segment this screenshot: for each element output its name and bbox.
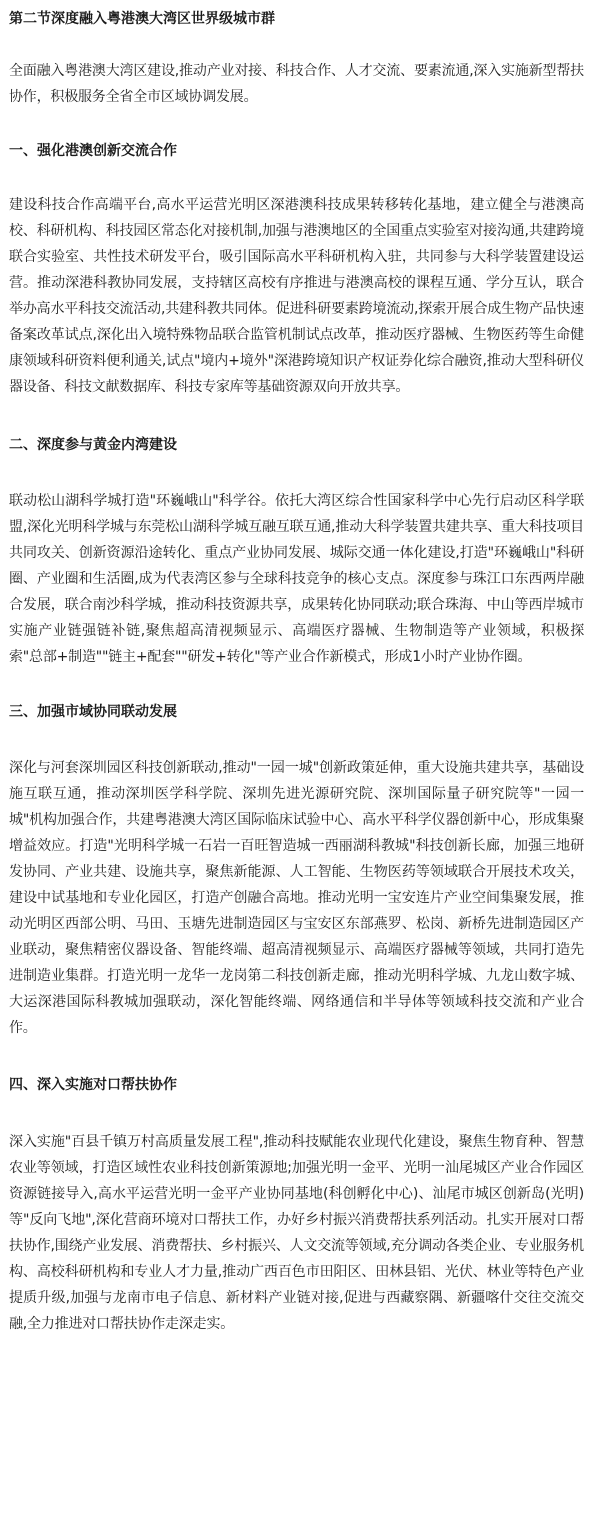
subsection-body-2: 联动松山湖科学城打造"环巍峨山"科学谷。依托大湾区综合性国家科学中心先行启动区科学联盟,深化光明科学城与东莞松山湖科学城互融互联互通,推动大科学装置共建共享、重大科技项目共同攻关、创新资源沿途转化、重点产业协同发展、城际交通一体化建设,打造"环巍峨山"科研圈、产业圈和生活圈,成为代表湾区参与全球科技竞争的核心支点。深度参与珠江口东西两岸融合发展，联合南沙科学城，推动科技资源共享，成果转化协同联动;联合珠海、中山等西岸城市实施产业链强链补链,聚焦超高清视频显示、高端医疗器械、生物制造等产业领域，积极探索"总部+制造""链主+配套""研发+转化"等产业合作新模式，形成1小时产业协作圈。 [9, 493, 584, 665]
intro-paragraph: 全面融入粤港澳大湾区建设,推动产业对接、科技合作、人才交流、要素流通,深入实施新型帮扶协作，积极服务全省全市区域协调发展。 [9, 63, 584, 105]
subsection-body-4: 深入实施"百县千镇万村高质量发展工程",推动科技赋能农业现代化建设，聚焦生物育种、智慧农业等领域，打造区域性农业科技创新策源地;加强光明一金平、光明一汕尾城区产业合作园区资源链接导入,高水平运营光明一金平产业协同基地(科创孵化中心)、汕尾市城区创新岛(光明)等"反向飞地",深化营商环境对口帮扶工作，办好乡村振兴消费帮扶系列活动。扎实开展对口帮扶协作,围绕产业发展、消费帮扶、乡村振兴、人文交流等领域,充分调动各类企业、专业服务机构、高校科研机构和专业人才力量,推动广西百色市田阳区、田林县铝、光伏、林业等特色产业提质升级,加强与龙南市电子信息、新材料产业链对接,促进与西藏察隅、新疆喀什交往交流交融,全力推进对口帮扶协作走深走实。 [9, 1134, 584, 1332]
subsection-heading-2: 二、深度参与黄金内湾建设 [9, 437, 177, 453]
subsection-body-3: 深化与河套深圳园区科技创新联动,推动"一园一城"创新政策延伸，重大设施共建共享，基础设施互联互通，推动深圳医学科学院、深圳先进光源研究院、深圳国际量子研究院等"一园一城"机构加强合作，共建粤港澳大湾区国际临床试验中心、高水平科学仪器创新中心，形成集聚增益效应。打造"光明科学城一石岩一百旺智造城一西丽湖科教城"科技创新长廊，加强三地研发协同、产业共建、设施共享，聚焦新能源、人工智能、生物医药等领域联合开展技术攻关，建设中试基地和专业化园区，打造产创融合高地。推动光明一宝安连片产业空间集聚发展，推动光明区西部公明、马田、玉塘先进制造园区与宝安区东部燕罗、松岗、新桥先进制造园区产业联动，聚焦精密仪器设备、智能终端、超高清视频显示、高端医疗器械等领域，共同打造先进制造业集群。打造光明一龙华一龙岗第二科技创新走廊，推动光明科学城、九龙山数字城、大运深港国际科教城加强联动，深化智能终端、网络通信和半导体等领域科技交流和产业合作。 [9, 760, 584, 1036]
subsection-heading-4: 四、深入实施对口帮扶协作 [9, 1077, 177, 1093]
subsection-heading-1: 一、强化港澳创新交流合作 [9, 143, 177, 159]
section-title: 第二节深度融入粤港澳大湾区世界级城市群 [9, 11, 275, 27]
subsection-body-1: 建设科技合作高端平台,高水平运营光明区深港澳科技成果转移转化基地，建立健全与港澳高校、科研机构、科技园区常态化对接机制,加强与港澳地区的全国重点实验室对接沟通,共建跨境联合实验室、共性技术研发平台，吸引国际高水平科研机构入驻，共同参与大科学装置建设运营。推动深港科教协同发展，支持辖区高校有序推进与港澳高校的课程互通、学分互认，联合举办高水平科技交流活动,共建科教共同体。促进科研要素跨境流动,探索开展合成生物产品快速备案改革试点,深化出入境特殊物品联合监管机制试点改革，推动医疗器械、生物医药等生命健康领域科研资料便利通关,试点"境内+境外"深港跨境知识产权证券化综合融资,推动大型科研仪器设备、科技文献数据库、科技专家库等基础资源双向开放共享。 [9, 197, 584, 395]
subsection-heading-3: 三、加强市域协同联动发展 [9, 704, 177, 720]
